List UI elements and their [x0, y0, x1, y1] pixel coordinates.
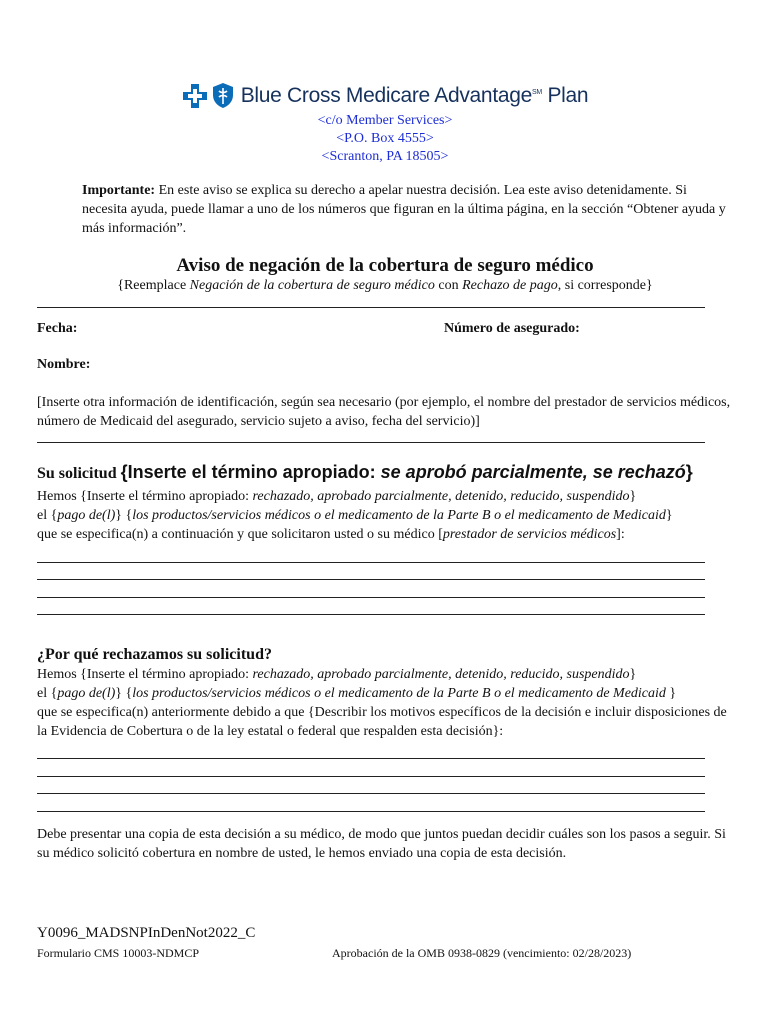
- form-code: Y0096_MADSNPInDenNot2022_C: [37, 925, 256, 941]
- blank-line: [37, 811, 705, 812]
- brand-logo: [0, 82, 770, 109]
- divider: [37, 307, 705, 308]
- subtitle-mid: con: [434, 278, 463, 293]
- closing-paragraph: Debe presentar una copia de esta decisión a su médico, de modo que juntos puedan decidir cuáles son los pasos a seguir. Si su médico solicitó cobertura en nombre de usted, le hemos enviado una copia de esta decisión.: [37, 827, 726, 861]
- blank-line: [37, 579, 705, 580]
- logo-text: Blue Cross Medicare Advantage: [240, 83, 532, 107]
- important-text: En este aviso se explica su derecho a apelar nuestra decisión. Lea este aviso detenidamente. Si necesita ayuda, puede llamar a uno de los números que figuran en la última página, en la sección “Obtener ayuda y más información”.: [82, 183, 726, 236]
- fecha-label: Fecha:: [37, 321, 78, 336]
- blank-line: [37, 776, 705, 777]
- heading-close: }: [685, 462, 693, 482]
- italic-text: pago de(l): [57, 508, 116, 523]
- other-id-info: [Inserte otra información de identificación, según sea necesario (por ejemplo, el nombre del prestador de servicios médicos, número de Medicaid del asegurado, servicio sujeto a aviso, fecha del servicio)]: [37, 395, 731, 429]
- text: } {: [115, 508, 133, 523]
- italic-text: los productos/servicios médicos o el medicamento de la Parte B o el medicamento de Medicaid: [132, 508, 666, 523]
- address-line-1: <c/o Member Services>: [317, 113, 453, 128]
- text: el {: [37, 508, 58, 523]
- section-why-heading: ¿Por qué rechazamos su solicitud?: [37, 646, 272, 663]
- text: el {: [37, 686, 58, 701]
- italic-text: rechazado, aprobado parcialmente, detenido, reducido, suspendido: [252, 489, 630, 504]
- blank-line: [37, 758, 705, 759]
- body-line-3: que se especifica(n) anteriormente debido a que {Describir los motivos específicos de la decisión e incluir disposiciones de la Evidencia de Cobertura o de la ley estatal o federal que respalden esta decisión}:: [37, 705, 727, 739]
- blue-cross-icon: [182, 83, 208, 109]
- subtitle-post: , si corresponde}: [557, 278, 653, 293]
- important-label: Importante:: [82, 183, 156, 198]
- body-line-1: [37, 665, 737, 684]
- blank-line: [37, 597, 705, 598]
- blank-line: [37, 562, 705, 563]
- address-line-2: <P.O. Box 4555>: [336, 131, 434, 146]
- italic-text: rechazado, aprobado parcialmente, detenido, reducido, suspendido: [252, 667, 630, 682]
- divider: [37, 442, 705, 443]
- text: }: [665, 686, 677, 701]
- cms-form-number: Formulario CMS 10003-NDMCP: [37, 946, 200, 960]
- subtitle-italic-2: Rechazo de pago: [462, 278, 558, 293]
- nombre-label: Nombre:: [37, 357, 91, 372]
- italic-text: pago de(l): [57, 686, 116, 701]
- logo-marks: [182, 82, 235, 109]
- text: }: [629, 489, 637, 504]
- blank-line: [37, 614, 705, 615]
- blue-shield-icon: [211, 82, 235, 109]
- body-line-1: [37, 487, 737, 506]
- heading-italic: se aprobó parcialmente, se rechazó: [380, 462, 686, 482]
- blank-line: [37, 793, 705, 794]
- text: } {: [115, 686, 133, 701]
- heading-brace: {Inserte el término apropiado:: [120, 462, 381, 482]
- document-subtitle: [0, 278, 770, 294]
- address-line-3: <Scranton, PA 18505>: [321, 149, 449, 164]
- subtitle-pre: {Reemplace: [117, 278, 190, 293]
- text: }: [629, 667, 637, 682]
- italic-text: prestador de servicios médicos: [442, 527, 617, 542]
- logo-suffix: Plan: [547, 83, 589, 107]
- body-line-2: [37, 684, 737, 703]
- omb-approval: Aprobación de la OMB 0938-0829 (vencimiento: 02/28/2023): [332, 946, 632, 960]
- text: que se especifica(n) a continuación y que solicitaron usted o su médico [: [37, 527, 443, 542]
- section-request-body: [37, 487, 737, 544]
- body-line-3: [37, 525, 737, 544]
- text: ]:: [616, 527, 625, 542]
- member-number-label: Número de asegurado:: [444, 321, 580, 336]
- document-title: Aviso de negación de la cobertura de seguro médico: [176, 255, 594, 276]
- text: Hemos {Inserte el término apropiado:: [37, 667, 253, 682]
- heading-text: Su solicitud: [37, 465, 121, 482]
- text: }: [665, 508, 673, 523]
- section-request-heading: [37, 462, 693, 483]
- italic-text: los productos/servicios médicos o el medicamento de la Parte B o el medicamento de Medicaid: [132, 686, 666, 701]
- subtitle-italic-1: Negación de la cobertura de seguro médico: [189, 278, 435, 293]
- service-mark: SM: [532, 88, 542, 96]
- important-notice: [82, 181, 732, 238]
- logo-wordmark: [241, 84, 589, 108]
- text: Hemos {Inserte el término apropiado:: [37, 489, 253, 504]
- section-why-body: [37, 665, 737, 741]
- body-line-2: [37, 506, 737, 525]
- return-address: [0, 112, 770, 166]
